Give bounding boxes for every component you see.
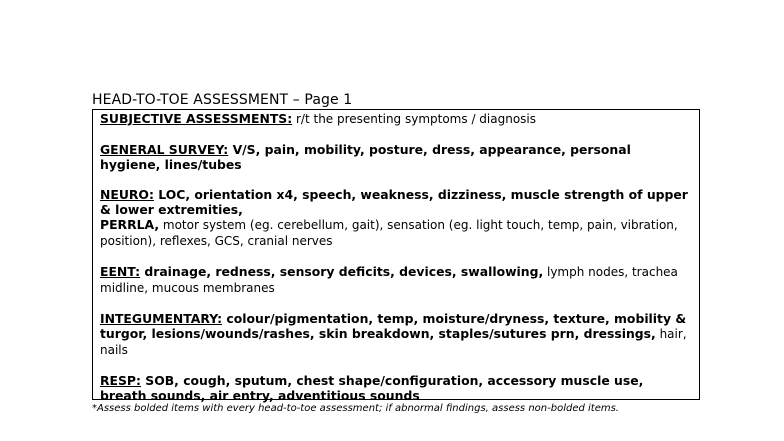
section-general-survey	[100, 142, 693, 172]
section-text-eent-extra: lymph nodes, trachea midline, mucous membranes	[100, 265, 678, 295]
section-eent	[100, 264, 693, 296]
section-heading-eent: EENT:	[100, 264, 141, 279]
section-text-neuro-extra: motor system (eg. cerebellum, gait), sensation (eg. light touch, temp, pain, vibration, position), reflexes, GCS, cranial nerves	[100, 218, 678, 248]
section-neuro	[100, 187, 693, 249]
page-title: HEAD-TO-TOE ASSESSMENT – Page 1	[92, 92, 353, 108]
assessment-box	[92, 109, 700, 403]
section-text-integumentary-extra: hair, nails	[100, 327, 687, 357]
section-text-eent: drainage, redness, sensory deficits, devices, swallowing,	[140, 264, 544, 279]
section-text-general-survey: V/S, pain, mobility, posture, dress, appearance, personal hygiene, lines/tubes	[100, 142, 631, 172]
section-heading-subjective: SUBJECTIVE ASSESSMENTS:	[100, 111, 293, 126]
section-text-neuro: LOC, orientation x4, speech, weakness, dizziness, muscle strength of upper & lower extremities,	[100, 187, 688, 217]
section-resp	[100, 373, 693, 403]
section-text-resp: SOB, cough, sputum, chest shape/configuration, accessory muscle use, breath sounds, air entry, adventitious sounds	[100, 373, 644, 403]
section-heading-general-survey: GENERAL SURVEY:	[100, 142, 229, 157]
section-heading-neuro: NEURO:	[100, 187, 154, 202]
section-integumentary	[100, 311, 693, 358]
section-text-subjective: r/t the presenting symptoms / diagnosis	[292, 112, 537, 126]
footnote: *Assess bolded items with every head-to-toe assessment; if abnormal findings, assess non-bolded items.	[92, 403, 619, 414]
section-heading-resp: RESP:	[100, 373, 141, 388]
section-text-integumentary: colour/pigmentation, temp, moisture/dryness, texture, mobility & turgor, lesions/wounds/rashes, skin breakdown, staples/sutures prn, dressings,	[100, 311, 687, 341]
section-heading-integumentary: INTEGUMENTARY:	[100, 311, 223, 326]
section-subjective	[100, 111, 693, 127]
section-text-neuro-perrla: PERRLA,	[100, 217, 160, 232]
